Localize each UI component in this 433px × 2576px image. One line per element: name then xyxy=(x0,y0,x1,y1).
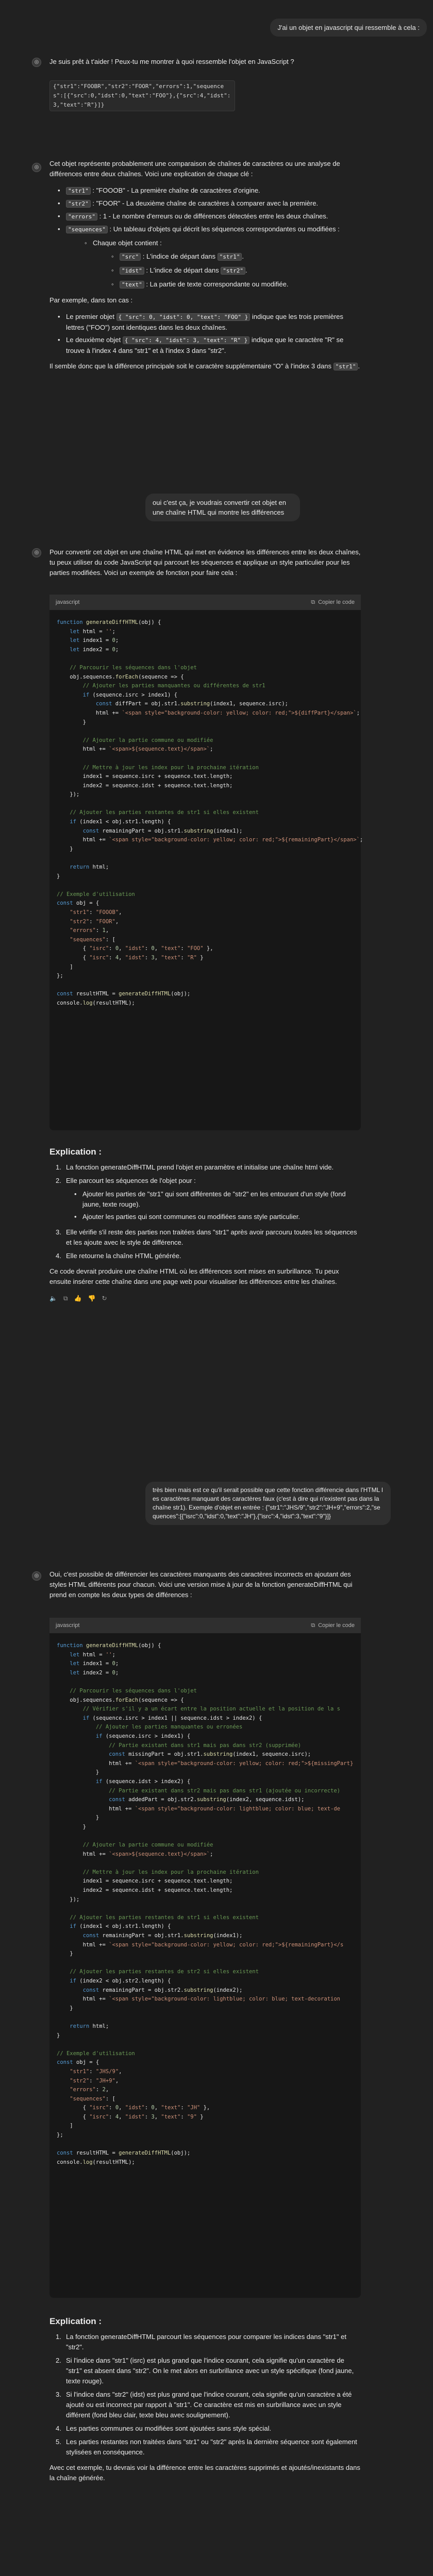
list-item xyxy=(66,1212,361,1222)
list-item: 3. Elle vérifie s'il reste des parties non traitées dans "str1" après avoir parcouru toutes les séquences et les ajoute avec le style de différence. xyxy=(56,1228,357,1246)
assistant-message xyxy=(49,547,361,584)
assistant-avatar-icon: ◎ xyxy=(32,548,41,557)
inline-code: "str2" xyxy=(221,267,245,275)
user-message-bubble xyxy=(145,494,300,521)
list-item: 2. Si l'indice dans "str1" (isrc) est plus grand que l'indice courant, cela signifie qu'un caractère de "str1" est absent dans "str2". On le met alors en surbrillance avec un style spécifique (fond jaune, texte rouge). xyxy=(56,2357,354,2385)
list-item xyxy=(102,279,361,290)
list-item: 2. Elle parcourt les séquences de l'objet pour : • Ajouter les parties de "str1" qui sont différentes de "str2" en les entourant d'un style (fond jaune, texte rouge). • Ajouter les parties qui sont communes ou modifiées sans style particulier. xyxy=(49,1176,361,1222)
thumbs-down-icon[interactable]: 👎 xyxy=(88,1295,96,1302)
thumbs-up-icon[interactable]: 👍 xyxy=(74,1295,82,1302)
list-item-text: Les parties restantes non traitées dans "str1" ou "str2" après la dernière séquence sont également stylisées en conséquence. xyxy=(66,2438,357,2456)
code-content: function generateDiffHTML(obj) { let html = ''; let index1 = 0; let index2 = 0; // Parcourir les séquences dans l'objet obj.sequences.forEach(sequence => { // Ajouter les parties manquantes ou différentes de str1 if (sequence.isrc > index1) { const diffPart = obj.str1.substring(index1, sequence.isrc); html += `<span style="background-color: yellow; color: red;">${diffPart}</span>`; } // Ajouter la partie commune ou modifiée html += `<span>${sequence.text}</span>`; // Mettre à jour les index pour la prochaine itération index1 = sequence.isrc + sequence.text.length; index2 = sequence.idst + sequence.text.length; }); // Ajouter les parties restantes de str1 si elles existent if (index1 < obj.str1.length) { const remainingPart = obj.str1.substring(index1); html += `<span style="background-color: yellow; color: red;">${remainingPart}</span>`; } return html; } // Exemple d'utilisation const obj = { "str1": "FOOOB", "str2": "FOOR", "errors": 1, "sequences": [ { "isrc": 0, "idst": 0, "text": "FOO" }, { "isrc": 4, "idst": 3, "text": "R" } ] }; const resultHTML = generateDiffHTML(obj); console.log(resultHTML); xyxy=(57,619,363,1006)
list-item xyxy=(49,211,361,222)
list-item: 4. Les parties communes ou modifiées sont ajoutées sans style spécial. xyxy=(56,2425,272,2432)
copy-icon: ⧉ xyxy=(311,599,315,605)
examples-list xyxy=(49,312,361,356)
code-block-header xyxy=(49,1618,361,1633)
list-item-text: : "FOOOB" - La première chaîne de caractères d'origine. xyxy=(92,187,260,194)
inline-code: "sequences" xyxy=(66,226,108,233)
list-item-text: Ajouter les parties de "str1" qui sont différentes de "str2" en les entourant d'un style (fond jaune, texte rouge). xyxy=(82,1190,346,1208)
list-item xyxy=(49,335,361,356)
copy-code-button[interactable] xyxy=(311,597,355,607)
inline-code: "src" xyxy=(120,253,141,261)
copy-icon: ⧉ xyxy=(311,1622,315,1629)
assistant-text: Avec cet exemple, tu devrais voir la différence entre les caractères supprimés et ajoutés/inexistants dans la chaîne générée. xyxy=(49,2464,360,2482)
assistant-text: Je suis prêt à t'aider ! Peux-tu me montrer à quoi ressemble l'objet en JavaScript ? xyxy=(49,58,294,65)
list-item-text: : L'indice de départ dans xyxy=(142,252,215,260)
list-item-text: Si l'indice dans "str1" (isrc) est plus grand que l'indice courant, cela signifie qu'un caractère de "str1" est absent dans "str2". On le met alors en surbrillance avec un style spécifique (fond jaune, texte rouge). xyxy=(66,2357,354,2385)
list-item-text: La fonction generateDiffHTML parcourt les séquences pour comparer les indices dans "str1" et "str2". xyxy=(66,2333,346,2351)
assistant-message xyxy=(49,1569,361,1606)
user-message-bubble xyxy=(145,1482,391,1525)
code-language-label: javascript xyxy=(56,1622,80,1629)
copy-icon[interactable]: ⧉ xyxy=(63,1295,68,1302)
assistant-text: Ce code devrait produire une chaîne HTML où les différences sont mises en surbrillance. Tu peux ensuite insérer cette chaîne dans une page web pour visualiser les différences entre les chaînes. xyxy=(49,1267,339,1285)
assistant-text: Il semble donc que la différence principale soit le caractère supplémentaire "O" à l'index 3 dans xyxy=(49,362,331,370)
copy-code-label: Copier le code xyxy=(318,1622,355,1629)
assistant-text: Par exemple, dans ton cas : xyxy=(49,296,133,304)
message-actions xyxy=(49,1293,361,1303)
list-item: 1. La fonction generateDiffHTML prend l'objet en paramètre et initialise une chaîne html vide. xyxy=(56,1163,334,1171)
list-item: 4. Elle retourne la chaîne HTML générée. xyxy=(56,1252,181,1260)
assistant-message xyxy=(49,2312,361,2489)
code-block xyxy=(49,595,361,1130)
list-item xyxy=(75,238,361,290)
list-item-text: indique que le caractère "R" se trouve à l'index 4 dans "str1" et à l'index 3 dans "str2". xyxy=(66,336,344,354)
code-block-header xyxy=(49,595,361,610)
user-message-text: J'ai un objet en javascript qui ressemble à cela : xyxy=(277,24,420,31)
code-content: function generateDiffHTML(obj) { let html = ''; let index1 = 0; let index2 = 0; // Parcourir les séquences dans l'objet obj.sequences.forEach(sequence => { // Vérifier s'il y a un écart entre la position actuelle et la position de la s if (sequence.isrc > index1 || sequence.idst > index2) { // Ajouter les parties manquantes ou erronées if (sequence.isrc > index1) { // Partie existant dans str1 mais pas dans str2 (supprimée) const missingPart = obj.str1.substring(index1, sequence.isrc); html += `<span style="background-color: yellow; color: red;">${missingPart} } if (sequence.idst > index2) { // Partie existant dans str2 mais pas dans str1 (ajoutée ou incorrecte) const addedPart = obj.str2.substring(index2, sequence.idst); html += `<span style="background-color: lightblue; color: blue; text-de } } // Ajouter la partie commune ou modifiée html += `<span>${sequence.text}</span>`; // Mettre à jour les index pour la prochaine itération index1 = sequence.isrc + sequence.text.length; index2 = sequence.idst + sequence.text.length; }); // Ajouter les parties restantes de str1 si elles existent if (index1 < obj.str1.length) { const remainingPart = obj.str1.substring(index1); html += `<span style="background-color: yellow; color: red;">${remainingPart}</s } // Ajouter les parties restantes de str2 si elles existent if (index2 < obj.str2.length) { const remainingPart = obj.str2.substring(index2); html += `<span style="background-color: lightblue; color: blue; text-decoration } return html; } // Exemple d'utilisation const obj = { "str1": "JHS/9", "str2": "JH+9", "errors": 2, "sequences": [ { "isrc": 0, "idst": 0, "text": "JH" }, { "isrc": 4, "idst": 3, "text": "9" } ] }; const resultHTML = generateDiffHTML(obj); console.log(resultHTML); xyxy=(57,1642,354,2165)
user-message-text: oui c'est ça, je voudrais convertir cet objet en une chaîne HTML qui montre les différences xyxy=(153,499,287,516)
list-item xyxy=(49,312,361,333)
list-item-text: : Un tableau d'objets qui décrit les séquences correspondantes ou modifiées : xyxy=(109,225,340,233)
keys-list xyxy=(49,185,361,290)
copy-code-button[interactable] xyxy=(311,1620,355,1631)
user-message-bubble xyxy=(270,19,427,37)
inline-code: { "src": 0, "idst": 0, "text": "FOO" } xyxy=(116,313,251,321)
list-item-text: La fonction generateDiffHTML prend l'objet en paramètre et initialise une chaîne html vide. xyxy=(66,1163,334,1171)
read-aloud-icon[interactable]: 🔈 xyxy=(49,1295,57,1302)
inline-code: "errors" xyxy=(66,213,97,221)
inline-code: { "src": 4, "idst": 3, "text": "R" } xyxy=(123,336,249,344)
list-item-text: : "FOOR" - La deuxième chaîne de caractères à comparer avec la première. xyxy=(92,199,319,207)
explanation-list xyxy=(49,2332,361,2458)
list-item xyxy=(66,1189,361,1210)
list-item-text: indique que les trois premières lettres ("FOO") sont identiques dans les deux chaînes. xyxy=(66,313,343,331)
explanation-heading: Explication : xyxy=(49,2316,102,2326)
list-item xyxy=(102,251,361,262)
assistant-message xyxy=(49,57,361,117)
list-item-text: Si l'indice dans "str2" (idst) est plus grand que l'indice courant, cela signifie qu'un caractère a été ajouté ou est incorrect par rapport à "str1". Ce caractère est mis en surbrillance avec un style différent (fond bleu clair, texte bleu avec soulignement). xyxy=(66,2391,352,2419)
inline-code: "str1" xyxy=(334,363,358,370)
list-item-text: Chaque objet contient : xyxy=(93,239,162,247)
list-item-text: Le deuxième objet xyxy=(66,336,121,344)
assistant-avatar-icon: ◎ xyxy=(32,1571,41,1581)
list-item-text: : 1 - Le nombre d'erreurs ou de différences détectées entre les deux chaînes. xyxy=(99,212,328,220)
assistant-message xyxy=(49,1143,361,1303)
list-item-text: : L'indice de départ dans xyxy=(146,266,219,274)
list-item-text: . xyxy=(245,266,247,274)
json-object-text: {"str1":"FOOBR","str2":"FOOR","errors":1,"sequences":[{"src":0,"idst":0,"text":"FOO"},{"src":4,"idst":3,"text":"R"}]} xyxy=(49,80,235,111)
assistant-text: Cet objet représente probablement une comparaison de chaînes de caractères ou une analyse de différences entre deux chaînes. Voici une explication de chaque clé : xyxy=(49,160,340,178)
assistant-text: Pour convertir cet objet en une chaîne HTML qui met en évidence les différences entre les deux chaînes, tu peux utiliser du code JavaScript qui parcourt les séquences et applique un style particulier pour les parties modifiées. Voici un exemple de fonction pour faire cela : xyxy=(49,548,361,577)
assistant-avatar-icon: ◎ xyxy=(32,163,41,172)
code-block xyxy=(49,1618,361,2298)
inline-code: "str2" xyxy=(66,200,91,208)
list-item xyxy=(49,198,361,209)
list-item: 1. La fonction generateDiffHTML parcourt les séquences pour comparer les indices dans "str1" et "str2". xyxy=(56,2333,346,2351)
list-item: 5. Les parties restantes non traitées dans "str1" ou "str2" après la dernière séquence sont également stylisées en conséquence. xyxy=(56,2438,357,2456)
assistant-text: Oui, c'est possible de différencier les caractères manquants des caractères incorrects en ajoutant des styles HTML différents pour chacun. Voici une version mise à jour de la fonction generateDiffHTML qui prend en compte les deux types de différences : xyxy=(49,1570,353,1599)
list-item-text: Le premier objet xyxy=(66,313,114,320)
assistant-message xyxy=(49,159,361,378)
explanation-list xyxy=(49,1162,361,1261)
list-item xyxy=(102,265,361,276)
copy-code-label: Copier le code xyxy=(318,599,355,605)
explanation-heading: Explication : xyxy=(49,1147,102,1157)
list-item-text: Elle vérifie s'il reste des parties non traitées dans "str1" après avoir parcouru toutes les séquences et les ajoute avec le style de différence. xyxy=(66,1228,357,1246)
list-item-text: Elle retourne la chaîne HTML générée. xyxy=(66,1252,181,1260)
regenerate-icon[interactable]: ↻ xyxy=(102,1295,107,1302)
assistant-avatar-icon: ◎ xyxy=(32,58,41,67)
list-item xyxy=(49,185,361,196)
list-item-text: Les parties communes ou modifiées sont ajoutées sans style spécial. xyxy=(66,2425,272,2432)
assistant-text: . xyxy=(358,362,360,370)
list-item-text: Ajouter les parties qui sont communes ou modifiées sans style particulier. xyxy=(82,1213,300,1221)
inline-code: "str1" xyxy=(218,253,242,261)
list-item xyxy=(49,224,361,290)
list-item-text: Elle parcourt les séquences de l'objet pour : xyxy=(66,1177,196,1184)
inline-code: "str1" xyxy=(66,187,91,195)
user-message-text: très bien mais est ce qu'il serait possible que cette fonction différencie dans l'HTML les caractères manquant des caractères faux (c'est à dire qui n'existent pas dans la chaîne str1). Exemple d'objet en entrée : {"str1":"JHS/9","str2":"JH+9","errors":2,"sequences":[{"isrc":0,"idst":0,"text":"JH"},{"isrc":4,"idst":3,"text":"9"}]} xyxy=(153,1486,383,1520)
inline-code: "idst" xyxy=(120,267,144,275)
list-item-text: . xyxy=(242,252,244,260)
inline-code: "text" xyxy=(120,281,144,289)
list-item: 3. Si l'indice dans "str2" (idst) est plus grand que l'indice courant, cela signifie qu'un caractère a été ajouté ou est incorrect par rapport à "str1". Ce caractère est mis en surbrillance avec un style différent (fond bleu clair, texte bleu avec soulignement). xyxy=(56,2391,352,2419)
list-item-text: : La partie de texte correspondante ou modifiée. xyxy=(146,280,289,288)
code-language-label: javascript xyxy=(56,599,80,605)
